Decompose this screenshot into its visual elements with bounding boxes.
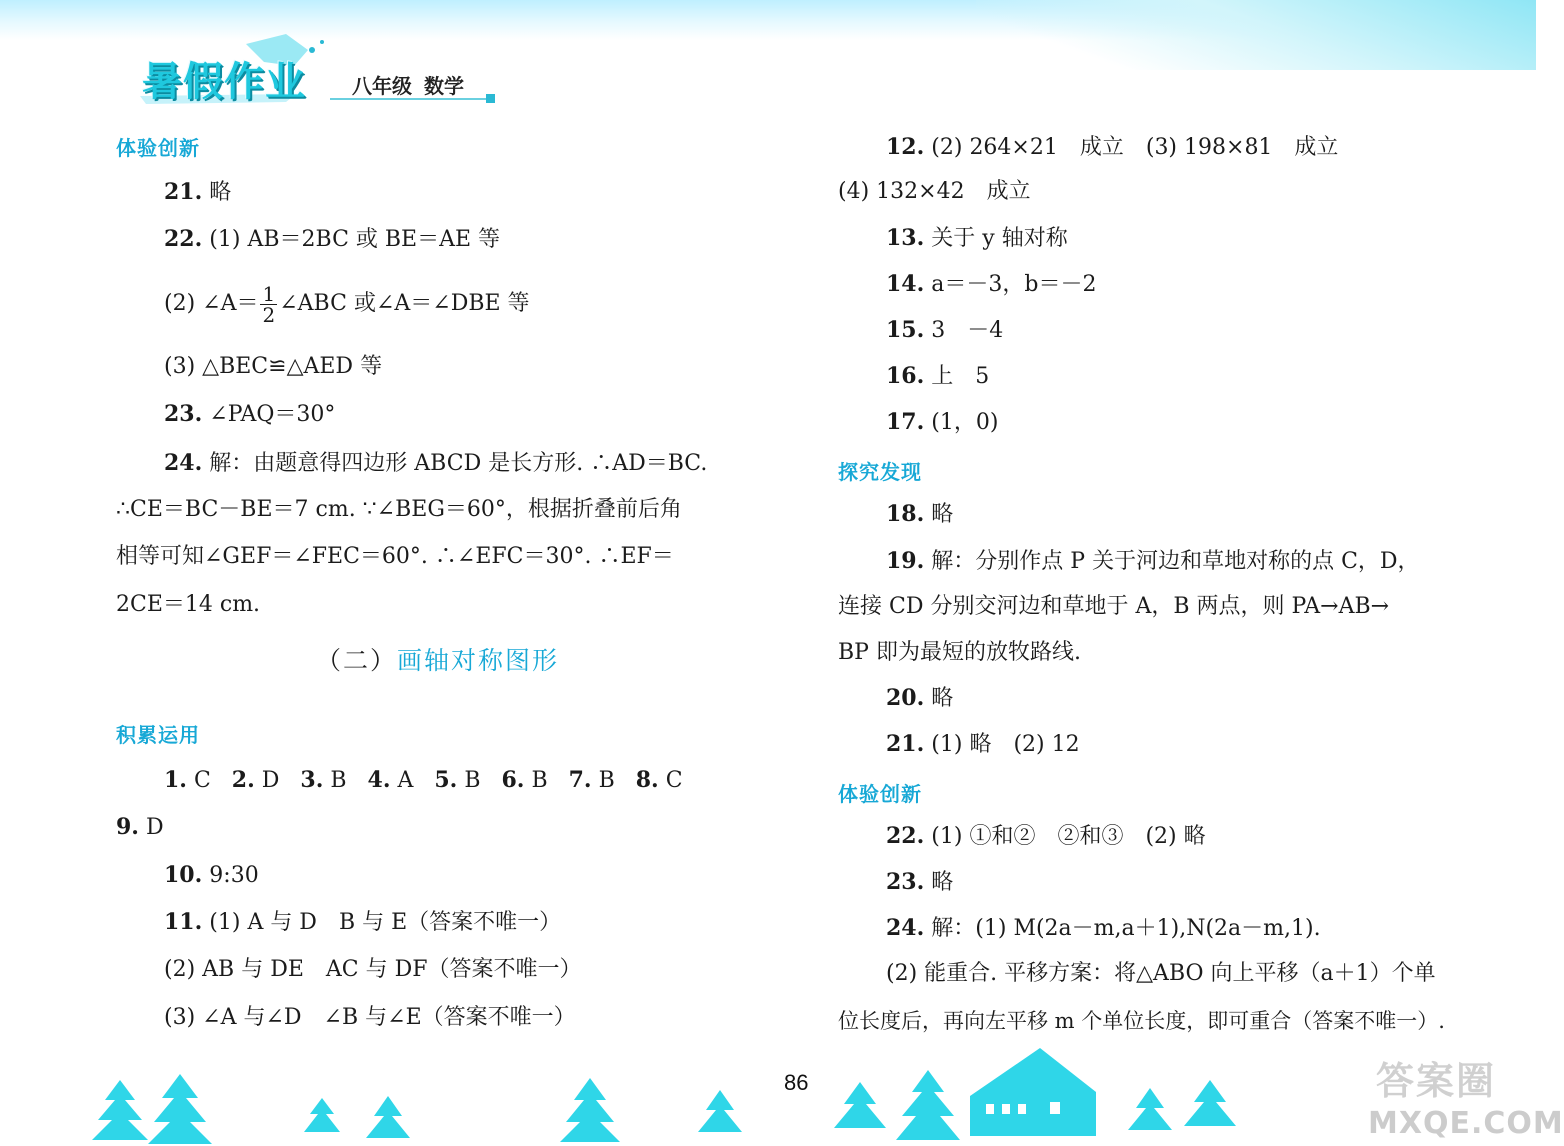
answer-text: (1) ①和② ②和③ (2) 略 <box>931 824 1206 849</box>
answer-19-line-3: BP 即为最短的放牧路线. <box>838 640 1081 665</box>
answer-text: 9:30 <box>209 863 259 888</box>
question-number: 9. <box>116 814 139 840</box>
header-grade: 八年级 <box>352 74 412 98</box>
answer-15 <box>886 316 1003 345</box>
chapter-name: 画轴对称图形 <box>397 646 560 675</box>
answer-text: a＝－3，b＝－2 <box>931 272 1097 297</box>
answer-19-line-1 <box>886 547 1420 576</box>
answer-21 <box>164 178 231 207</box>
fraction-numerator: 1 <box>262 281 276 306</box>
answer-11-2: (2) AB 与 DE AC 与 DF（答案不唯一） <box>164 957 582 982</box>
mc-answer: 2. D <box>231 767 280 793</box>
logo-title: 暑假作业 <box>142 59 306 105</box>
answer-12-line-1 <box>886 133 1338 162</box>
section-heading-innovation: 体验创新 <box>116 136 200 160</box>
answer-text: (1) 略 (2) 12 <box>931 732 1080 757</box>
snow-tree-icon <box>304 1096 410 1138</box>
answer-text: (2) 264×21 成立 (3) 198×81 成立 <box>931 135 1339 160</box>
question-number: 14. <box>886 271 925 297</box>
answer-text: (1) A 与 D B 与 E（答案不唯一） <box>209 910 562 935</box>
answer-23-right <box>886 868 953 897</box>
mc-answer: 4. A <box>367 767 414 793</box>
answer-20 <box>886 684 953 713</box>
question-number: 21. <box>886 731 925 757</box>
answer-text: ∠PAQ＝30° <box>209 402 336 427</box>
answer-14 <box>886 270 1096 299</box>
chapter-number: （二） <box>316 646 398 675</box>
answer-10 <box>164 861 259 890</box>
snow-tree-icon <box>1128 1080 1236 1130</box>
mc-answer: 5. B <box>434 767 481 793</box>
question-number: 15. <box>886 317 925 343</box>
page-number: 86 <box>784 1070 809 1095</box>
answer-24-line-3: 相等可知∠GEF＝∠FEC＝60°. ∴∠EFC＝30°. ∴EF＝ <box>116 544 674 569</box>
site-watermark <box>1368 1050 1564 1146</box>
answer-9 <box>116 813 164 842</box>
answer-text: 解：分别作点 P 关于河边和草地对称的点 C，D， <box>931 549 1420 574</box>
answer-22-2 <box>164 280 530 328</box>
question-number: 24. <box>164 450 203 476</box>
question-number: 22. <box>886 823 925 849</box>
answer-19-line-2: 连接 CD 分别交河边和草地于 A，B 两点，则 PA→AB→ <box>838 594 1390 619</box>
answer-text: 解：由题意得四边形 ABCD 是长方形. ∴AD＝BC. <box>209 451 708 476</box>
footer-decoration <box>0 1040 1536 1146</box>
header-rule <box>330 98 486 100</box>
answer-16 <box>886 362 989 391</box>
answer-text: (3) △BEC≌△AED 等 <box>164 354 383 379</box>
mc-answer: 3. B <box>300 767 347 793</box>
section-heading-explore: 探究发现 <box>838 460 922 484</box>
answer-21-right <box>886 730 1080 759</box>
chapter-title <box>316 641 559 677</box>
snow-tree-icon <box>92 1074 212 1144</box>
answer-24-right-line-1 <box>886 914 1321 943</box>
answer-24-line-2: ∴CE＝BC－BE＝7 cm. ∵∠BEG＝60°，根据折叠前后角 <box>116 497 682 522</box>
question-number: 18. <box>886 501 925 527</box>
mc-answer: 1. C <box>164 767 211 793</box>
mc-answer: 7. B <box>568 767 615 793</box>
question-number: 24. <box>886 915 925 941</box>
answer-text: ∠ABC 或∠A＝∠DBE 等 <box>279 291 530 316</box>
answer-text: (1) AB＝2BC 或 BE＝AE 等 <box>209 227 501 252</box>
house-icon <box>970 1048 1096 1136</box>
answer-text: 3 －4 <box>931 318 1004 343</box>
top-right-decor-band <box>976 0 1536 70</box>
answer-text: 上 5 <box>931 364 990 389</box>
answer-24-line-4: 2CE＝14 cm. <box>116 592 261 617</box>
question-number: 10. <box>164 862 203 888</box>
answer-text: 略 <box>931 870 954 895</box>
header-subject: 数学 <box>424 74 464 98</box>
question-number: 17. <box>886 409 925 435</box>
answer-24-line-1 <box>164 449 707 478</box>
answer-text: D <box>145 815 164 840</box>
mc-answer: 6. B <box>501 767 548 793</box>
answer-11-3: (3) ∠A 与∠D ∠B 与∠E（答案不唯一） <box>164 1005 576 1030</box>
question-number: 13. <box>886 225 925 251</box>
question-number: 22. <box>164 226 203 252</box>
question-number: 21. <box>164 179 203 205</box>
answer-text: 略 <box>931 502 954 527</box>
header-dot <box>486 94 495 103</box>
answer-text: 解：(1) M(2a－m,a＋1),N(2a－m,1). <box>931 916 1321 941</box>
fraction-denominator: 2 <box>262 302 276 327</box>
answer-12-line-2: (4) 132×42 成立 <box>838 179 1031 204</box>
answer-24-right-line-2: (2) 能重合. 平移方案：将△ABO 向上平移（a＋1）个单 <box>886 961 1436 986</box>
answers-1-8 <box>164 766 683 795</box>
section-heading-innovation-right: 体验创新 <box>838 782 922 806</box>
answer-22-right <box>886 822 1206 851</box>
answer-text: (2) ∠A＝ <box>164 291 259 316</box>
watermark-top-text: 答案圈 <box>1376 1059 1497 1103</box>
question-number: 16. <box>886 363 925 389</box>
question-number: 19. <box>886 548 925 574</box>
question-number: 20. <box>886 685 925 711</box>
answer-text: 略 <box>209 180 232 205</box>
answer-text: 略 <box>931 686 954 711</box>
mc-answer: 8. C <box>635 767 683 793</box>
snow-tree-icon <box>560 1078 742 1142</box>
answer-text: 关于 y 轴对称 <box>931 226 1068 251</box>
section-heading-accumulate: 积累运用 <box>116 723 200 747</box>
answer-22-3 <box>164 353 382 381</box>
answer-22-1 <box>164 225 500 254</box>
answer-24-right-line-3: 位长度后，再向左平移 m 个单位长度，即可重合（答案不唯一）. <box>838 1009 1445 1033</box>
answer-18 <box>886 500 953 529</box>
question-number: 23. <box>886 869 925 895</box>
header-subtitle <box>352 70 476 99</box>
answer-11-1 <box>164 908 561 937</box>
snow-tree-icon <box>834 1070 960 1140</box>
series-logo <box>136 36 336 108</box>
question-number: 11. <box>164 909 203 935</box>
fraction <box>260 281 277 327</box>
answer-text: (1，0) <box>931 410 999 435</box>
answer-13 <box>886 224 1068 253</box>
answer-17 <box>886 408 998 437</box>
watermark-bottom-text: MXQE.COM <box>1368 1106 1564 1141</box>
answer-23 <box>164 400 335 429</box>
question-number: 12. <box>886 134 925 160</box>
question-number: 23. <box>164 401 203 427</box>
